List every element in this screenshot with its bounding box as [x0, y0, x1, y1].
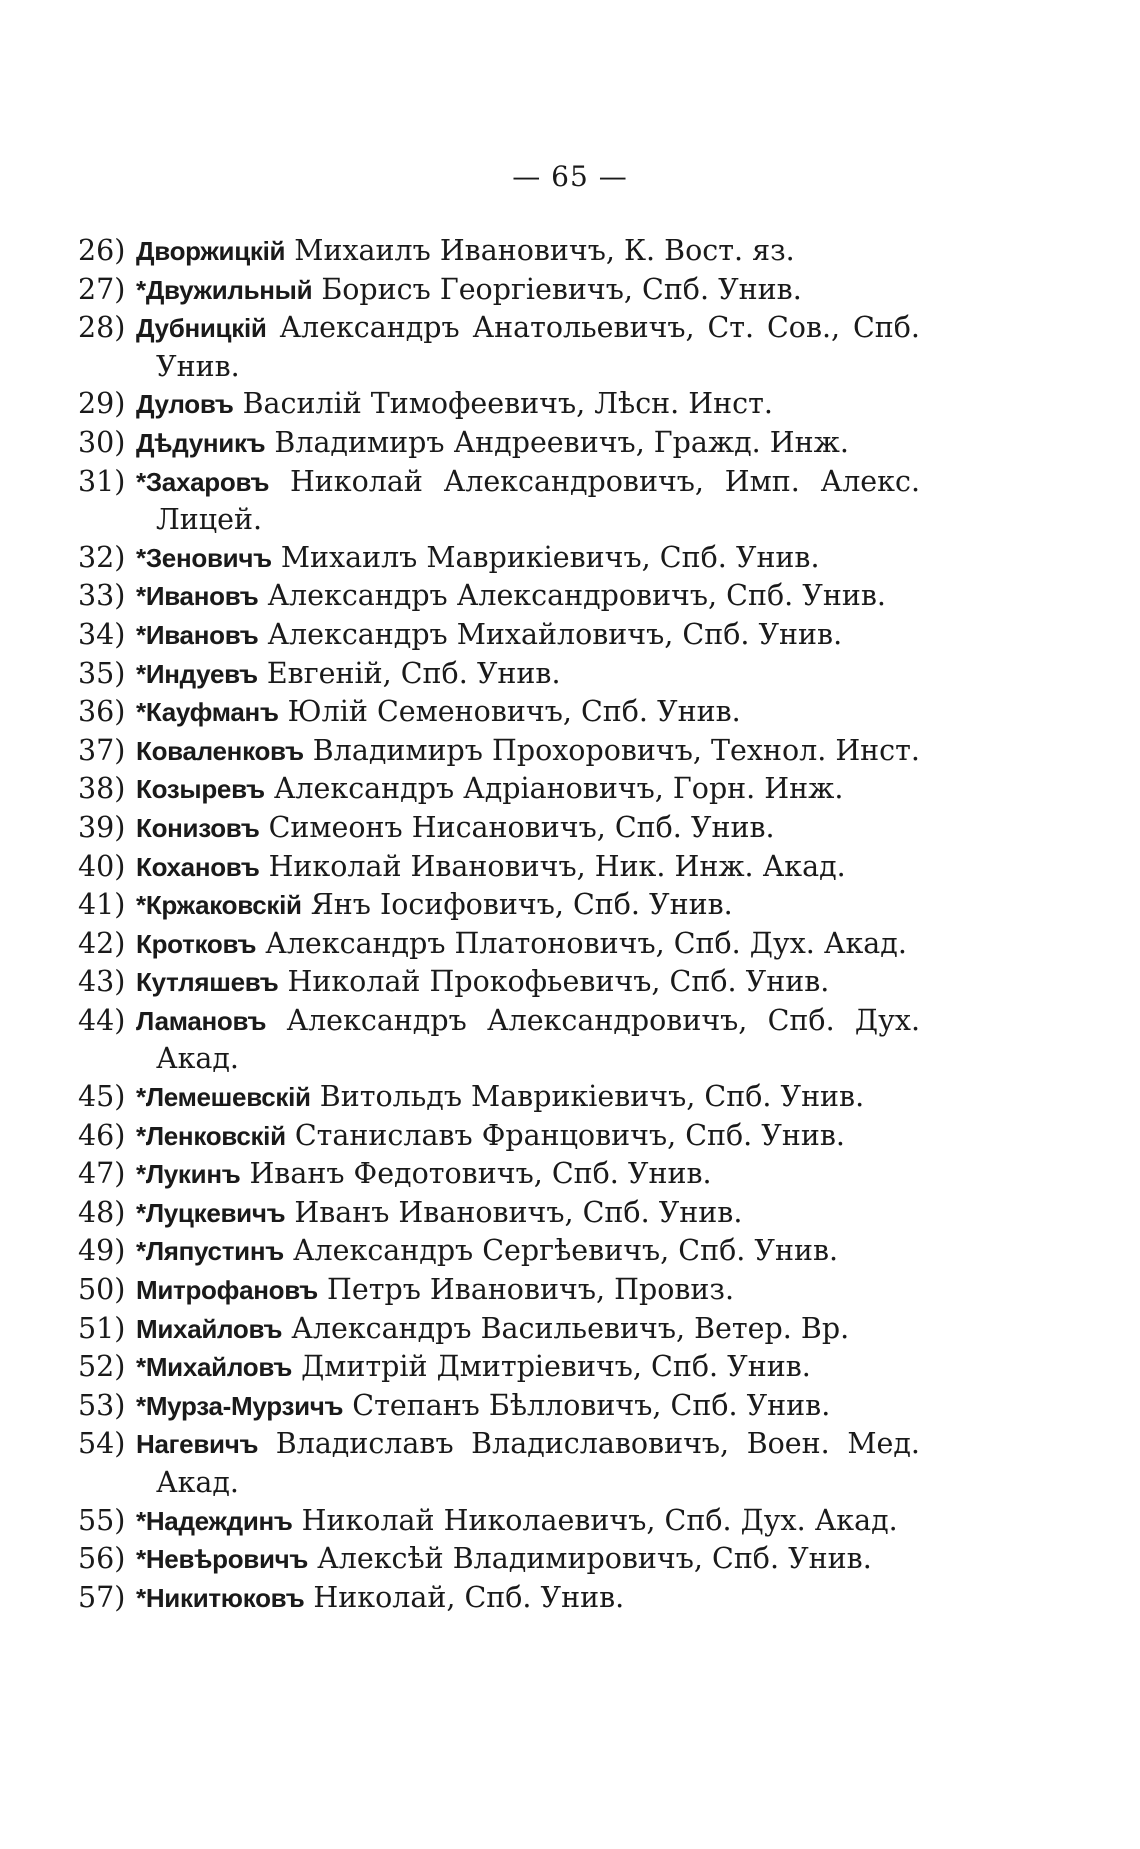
- entry-number: 43): [78, 965, 126, 999]
- entry-surname: *Лукинъ: [136, 1159, 241, 1190]
- entry-number: 34): [78, 617, 126, 651]
- entry-details: Иванъ Федотовичъ, Спб. Унив.: [249, 1157, 712, 1191]
- entry-surname: *Ленковскій: [136, 1120, 286, 1151]
- list-item: [78, 539, 920, 578]
- entry-number: 30): [78, 425, 126, 459]
- list-item: [78, 1310, 920, 1349]
- entry-surname: Кохановъ: [136, 851, 260, 882]
- list-item: [78, 232, 920, 271]
- list-item: [78, 1425, 920, 1501]
- entry-number: 54): [78, 1427, 126, 1461]
- entry-details: Станиславъ Францовичъ, Спб. Унив.: [294, 1118, 845, 1152]
- entry-details: Дмитрій Дмитріевичъ, Спб. Унив.: [301, 1350, 811, 1384]
- list-item: [78, 848, 920, 887]
- entry-details: Михаилъ Маврикіевичъ, Спб. Унив.: [280, 540, 820, 574]
- entry-details: Алексѣй Владимировичъ, Спб. Унив.: [317, 1542, 872, 1576]
- list-item: [78, 616, 920, 655]
- entry-surname: Нагевичъ: [136, 1429, 259, 1460]
- entry-details: Янъ Іосифовичъ, Спб. Унив.: [310, 888, 733, 922]
- list-item: [78, 1540, 920, 1579]
- entry-details: Борисъ Георгіевичъ, Спб. Унив.: [321, 272, 802, 306]
- entry-number: 48): [78, 1195, 126, 1229]
- entry-details: Витольдъ Маврикіевичъ, Спб. Унив.: [319, 1080, 865, 1114]
- entry-number: 39): [78, 810, 126, 844]
- page-number: — 65 —: [512, 160, 628, 193]
- entry-surname: Дѣдуникъ: [136, 427, 266, 458]
- entry-surname: Козыревъ: [136, 774, 265, 805]
- list-item: [78, 1579, 920, 1618]
- entry-number: 52): [78, 1350, 126, 1384]
- entry-number: 49): [78, 1234, 126, 1268]
- entry-details: Николай Прокофьевичъ, Спб. Унив.: [287, 965, 830, 999]
- list-item: [78, 271, 920, 310]
- entry-surname: Кротковъ: [136, 928, 257, 959]
- entry-surname: Дуловъ: [136, 389, 234, 420]
- entry-surname: *Луцкевичъ: [136, 1197, 286, 1228]
- list-item: [78, 1002, 920, 1078]
- list-item: [78, 1194, 920, 1233]
- entry-surname: Михайловъ: [136, 1313, 283, 1344]
- list-item: [78, 693, 920, 732]
- list-item: [78, 1078, 920, 1117]
- entry-number: 56): [78, 1542, 126, 1576]
- entry-details: Петръ Ивановичъ, Провиз.: [327, 1273, 735, 1307]
- entry-surname: *Кржаковскій: [136, 890, 302, 921]
- entry-number: 28): [78, 311, 126, 345]
- entry-details: Владиславъ Владиславовичъ, Воен. Мед. Акад.: [156, 1427, 920, 1499]
- entry-surname: *Зеновичъ: [136, 542, 272, 573]
- list-item: [78, 385, 920, 424]
- entry-number: 29): [78, 387, 126, 421]
- entry-details: Иванъ Ивановичъ, Спб. Унив.: [294, 1195, 743, 1229]
- entry-details: Владимиръ Андреевичъ, Гражд. Инж.: [274, 425, 849, 459]
- entry-number: 53): [78, 1388, 126, 1422]
- entry-surname: Коваленковъ: [136, 735, 304, 766]
- entry-number: 57): [78, 1580, 126, 1614]
- list-item: [78, 963, 920, 1002]
- entry-number: 50): [78, 1273, 126, 1307]
- entry-surname: *Никитюковъ: [136, 1582, 305, 1613]
- entry-number: 40): [78, 849, 126, 883]
- entry-details: Александръ Михайловичъ, Спб. Унив.: [267, 617, 843, 651]
- entry-details: Евгеній, Спб. Унив.: [266, 656, 561, 690]
- entry-details: Александръ Анатольевичъ, Ст. Сов., Спб. Унив.: [156, 311, 920, 383]
- list-item: [78, 886, 920, 925]
- entry-number: 31): [78, 464, 126, 498]
- list-item: [78, 1117, 920, 1156]
- entry-details: Николай Ивановичъ, Ник. Инж. Акад.: [268, 849, 846, 883]
- list-item: [78, 1348, 920, 1387]
- entry-number: 55): [78, 1503, 126, 1537]
- list-item: [78, 1387, 920, 1426]
- list-item: [78, 732, 920, 771]
- entry-details: Владимиръ Прохоровичъ, Технол. Инст.: [312, 733, 920, 767]
- entry-surname: Кутляшевъ: [136, 967, 279, 998]
- entry-surname: *Невѣровичъ: [136, 1544, 309, 1575]
- entry-list: [78, 232, 920, 1617]
- entry-surname: *Кауфманъ: [136, 697, 279, 728]
- entry-number: 35): [78, 656, 126, 690]
- entry-surname: *Ляпустинъ: [136, 1236, 284, 1267]
- entry-details: Александръ Васильевичъ, Ветер. Вр.: [291, 1311, 850, 1345]
- entry-number: 41): [78, 888, 126, 922]
- list-item: [78, 925, 920, 964]
- entry-number: 33): [78, 579, 126, 613]
- entry-details: Александръ Сергѣевичъ, Спб. Унив.: [292, 1234, 839, 1268]
- entry-number: 27): [78, 272, 126, 306]
- entry-details: Николай Николаевичъ, Спб. Дух. Акад.: [301, 1503, 898, 1537]
- entry-number: 26): [78, 234, 126, 267]
- entry-details: Александръ Александровичъ, Спб. Унив.: [267, 579, 886, 613]
- list-item: [78, 309, 920, 385]
- entry-number: 37): [78, 733, 126, 767]
- entry-surname: *Мурза-Мурзичъ: [136, 1390, 344, 1421]
- entry-surname: Дворжицкій: [136, 236, 286, 266]
- list-item: [78, 1232, 920, 1271]
- entry-details: Николай Александровичъ, Имп. Алекс. Лицей.: [156, 464, 921, 537]
- entry-details: Николай, Спб. Унив.: [313, 1580, 625, 1614]
- entry-surname: *Михайловъ: [136, 1352, 293, 1383]
- list-item: [78, 655, 920, 694]
- entry-details: Михаилъ Ивановичъ, К. Вост. яз.: [294, 234, 795, 267]
- entry-details: Василій Тимофеевичъ, Лѣсн. Инст.: [242, 387, 773, 421]
- entry-details: Симеонъ Нисановичъ, Спб. Унив.: [268, 810, 775, 844]
- entry-details: Александръ Александровичъ, Спб. Дух. Акад.: [156, 1003, 921, 1076]
- entry-details: Александръ Адріановичъ, Горн. Инж.: [273, 772, 844, 806]
- list-item: [78, 463, 920, 539]
- entry-number: 42): [78, 926, 126, 960]
- entry-number: 46): [78, 1118, 126, 1152]
- list-item: [78, 770, 920, 809]
- entry-details: Юлій Семеновичъ, Спб. Унив.: [287, 695, 741, 729]
- entry-surname: *Надеждинъ: [136, 1505, 293, 1536]
- entry-number: 32): [78, 540, 126, 574]
- list-item: [78, 809, 920, 848]
- entry-surname: *Ивановъ: [136, 619, 259, 650]
- list-item: [78, 1502, 920, 1541]
- list-item: [78, 424, 920, 463]
- entry-details: Александръ Платоновичъ, Спб. Дух. Акад.: [265, 926, 907, 960]
- entry-details: Степанъ Бѣлловичъ, Спб. Унив.: [352, 1388, 831, 1422]
- entry-surname: *Захаровъ: [136, 466, 270, 497]
- entry-surname: Митрофановъ: [136, 1275, 318, 1306]
- list-item: [78, 1271, 920, 1310]
- entry-number: 44): [78, 1003, 126, 1037]
- entry-surname: *Ивановъ: [136, 581, 259, 612]
- entry-surname: *Двужильный: [136, 274, 313, 305]
- entry-number: 51): [78, 1311, 126, 1345]
- entry-surname: *Лемешевскій: [136, 1082, 311, 1113]
- entry-number: 47): [78, 1157, 126, 1191]
- entry-surname: Конизовъ: [136, 812, 260, 843]
- entry-surname: Ламановъ: [136, 1005, 267, 1036]
- entry-number: 38): [78, 772, 126, 806]
- entry-number: 36): [78, 695, 126, 729]
- entry-number: 45): [78, 1080, 126, 1114]
- list-item: [78, 577, 920, 616]
- list-item: [78, 1155, 920, 1194]
- entry-surname: Дубницкій: [136, 313, 267, 344]
- entry-surname: *Индуевъ: [136, 658, 258, 689]
